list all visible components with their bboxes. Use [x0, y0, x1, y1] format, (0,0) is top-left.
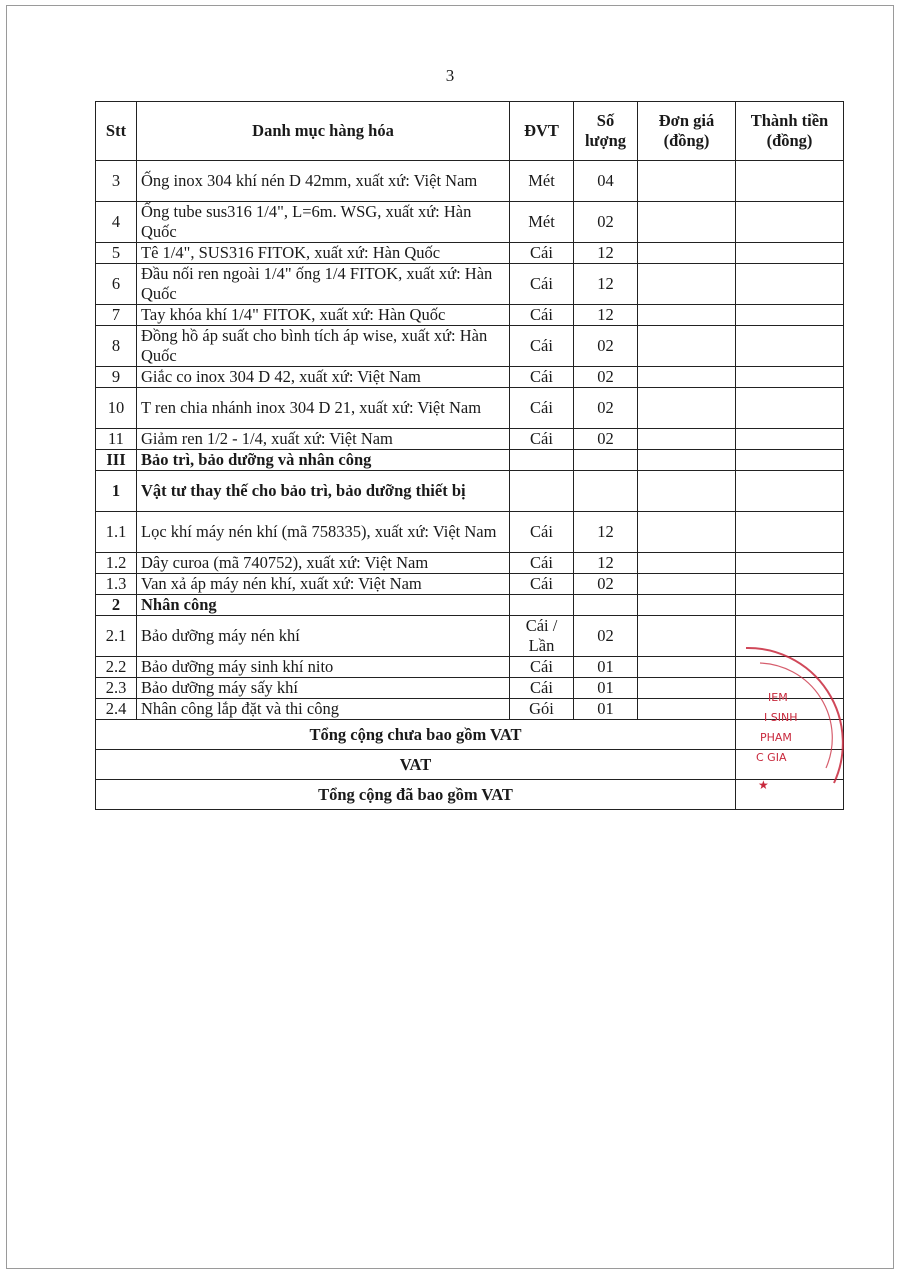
table-row [96, 305, 844, 326]
subtotal-row [96, 720, 844, 750]
cell-unit: Cái [510, 367, 574, 388]
cell-total [736, 388, 844, 429]
cell-qty [574, 450, 638, 471]
cell-name: Ống tube sus316 1/4", L=6m. WSG, xuất xứ: Hàn Quốc [137, 202, 510, 243]
header-total [736, 102, 844, 161]
table-row [96, 243, 844, 264]
cell-price [638, 553, 736, 574]
cell-price [638, 616, 736, 657]
cell-price [638, 657, 736, 678]
cell-stt: 3 [96, 161, 137, 202]
cell-price [638, 450, 736, 471]
svg-text:C GIA: C GIA [756, 751, 787, 764]
vat-label: VAT [96, 750, 736, 780]
cell-total [736, 574, 844, 595]
cell-stt: 2.1 [96, 616, 137, 657]
cell-unit: Cái / Lần [510, 616, 574, 657]
cell-unit [510, 450, 574, 471]
header-total-line2: (đồng) [766, 131, 813, 150]
table-row [96, 699, 844, 720]
table-row [96, 574, 844, 595]
cell-unit: Cái [510, 553, 574, 574]
cell-unit: Cái [510, 305, 574, 326]
cell-stt: 1.2 [96, 553, 137, 574]
subtotal-label: Tổng cộng chưa bao gồm VAT [96, 720, 736, 750]
cell-price [638, 367, 736, 388]
cell-unit: Cái [510, 574, 574, 595]
cell-price [638, 678, 736, 699]
cell-unit [510, 471, 574, 512]
table-row [96, 161, 844, 202]
svg-text:IEM: IEM [768, 691, 788, 704]
cell-qty [574, 471, 638, 512]
cell-unit: Cái [510, 243, 574, 264]
cell-name: Đồng hồ áp suất cho bình tích áp wise, xuất xứ: Hàn Quốc [137, 326, 510, 367]
cell-qty: 12 [574, 512, 638, 553]
cell-stt: 2.4 [96, 699, 137, 720]
cell-total [736, 553, 844, 574]
cell-name: Lọc khí máy nén khí (mã 758335), xuất xứ: Việt Nam [137, 512, 510, 553]
cell-stt: 11 [96, 429, 137, 450]
cell-price [638, 305, 736, 326]
cell-qty: 02 [574, 367, 638, 388]
cell-total [736, 326, 844, 367]
cell-stt: 2.2 [96, 657, 137, 678]
cell-total [736, 367, 844, 388]
cell-stt: 9 [96, 367, 137, 388]
cell-total [736, 161, 844, 202]
cell-qty: 02 [574, 326, 638, 367]
cell-unit: Gói [510, 699, 574, 720]
cell-name: Tê 1/4", SUS316 FITOK, xuất xứ: Hàn Quốc [137, 243, 510, 264]
cell-name: Bảo dưỡng máy sấy khí [137, 678, 510, 699]
cell-qty: 12 [574, 264, 638, 305]
cell-qty: 02 [574, 429, 638, 450]
svg-text:I SINH: I SINH [764, 711, 798, 724]
section-row [96, 450, 844, 471]
cell-name: T ren chia nhánh inox 304 D 21, xuất xứ: Việt Nam [137, 388, 510, 429]
cell-unit: Cái [510, 264, 574, 305]
cell-qty: 12 [574, 553, 638, 574]
page-number: 3 [445, 66, 455, 85]
cell-qty: 01 [574, 699, 638, 720]
cell-unit: Mét [510, 161, 574, 202]
cell-total [736, 595, 844, 616]
red-seal-stamp [738, 643, 858, 793]
svg-text:★: ★ [758, 778, 769, 792]
cell-price [638, 243, 736, 264]
table-row [96, 429, 844, 450]
table-row [96, 326, 844, 367]
cell-name: Vật tư thay thế cho bảo trì, bảo dưỡng thiết bị [137, 471, 510, 512]
cell-stt: 2 [96, 595, 137, 616]
cell-qty: 04 [574, 161, 638, 202]
cell-name: Bảo dưỡng máy sinh khí nito [137, 657, 510, 678]
cell-price [638, 699, 736, 720]
cell-unit: Cái [510, 678, 574, 699]
header-qty-line2: lượng [584, 131, 627, 150]
cell-total [736, 429, 844, 450]
section-row [96, 595, 844, 616]
grand-total-label: Tổng cộng đã bao gồm VAT [96, 780, 736, 810]
cell-price [638, 574, 736, 595]
table-header-row [96, 102, 844, 161]
cell-price [638, 471, 736, 512]
cell-name: Van xả áp máy nén khí, xuất xứ: Việt Nam [137, 574, 510, 595]
header-name: Danh mục hàng hóa [137, 102, 510, 161]
cell-name: Dây curoa (mã 740752), xuất xứ: Việt Nam [137, 553, 510, 574]
table-row [96, 678, 844, 699]
cell-qty [574, 595, 638, 616]
cell-qty: 12 [574, 243, 638, 264]
cell-price [638, 429, 736, 450]
cell-unit: Cái [510, 429, 574, 450]
cell-price [638, 161, 736, 202]
table-row [96, 388, 844, 429]
section-row [96, 471, 844, 512]
header-price-line2: (đồng) [663, 131, 710, 150]
svg-text:PHAM: PHAM [760, 731, 792, 744]
cell-stt: 10 [96, 388, 137, 429]
cell-name: Giắc co inox 304 D 42, xuất xứ: Việt Nam [137, 367, 510, 388]
cell-unit: Cái [510, 657, 574, 678]
table-row [96, 512, 844, 553]
header-total-line1: Thành tiền [750, 111, 829, 130]
cell-stt: 5 [96, 243, 137, 264]
cell-stt: 2.3 [96, 678, 137, 699]
cell-name: Giảm ren 1/2 - 1/4, xuất xứ: Việt Nam [137, 429, 510, 450]
cell-qty: 01 [574, 678, 638, 699]
header-qty [574, 102, 638, 161]
cell-total [736, 450, 844, 471]
cell-stt: 1.3 [96, 574, 137, 595]
cell-stt: 6 [96, 264, 137, 305]
cell-qty: 12 [574, 305, 638, 326]
cell-stt: III [96, 450, 137, 471]
cell-name: Đầu nối ren ngoài 1/4" ống 1/4 FITOK, xuất xứ: Hàn Quốc [137, 264, 510, 305]
cell-qty: 02 [574, 202, 638, 243]
cell-stt: 1.1 [96, 512, 137, 553]
cell-name: Bảo trì, bảo dưỡng và nhân công [137, 450, 510, 471]
cell-price [638, 326, 736, 367]
cell-qty: 02 [574, 388, 638, 429]
cell-price [638, 595, 736, 616]
vat-row [96, 750, 844, 780]
cell-unit [510, 595, 574, 616]
cell-total [736, 243, 844, 264]
cell-name: Nhân công [137, 595, 510, 616]
table-totals [96, 720, 844, 810]
cell-total [736, 471, 844, 512]
table-row [96, 264, 844, 305]
cell-name: Nhân công lắp đặt và thi công [137, 699, 510, 720]
table-row [96, 657, 844, 678]
cell-price [638, 512, 736, 553]
cell-unit: Mét [510, 202, 574, 243]
cell-unit: Cái [510, 512, 574, 553]
cell-qty: 01 [574, 657, 638, 678]
table-row [96, 616, 844, 657]
cell-total [736, 512, 844, 553]
cell-total [736, 305, 844, 326]
grand-total-row [96, 780, 844, 810]
cell-stt: 4 [96, 202, 137, 243]
header-price-line1: Đơn giá [658, 111, 715, 130]
cell-stt: 1 [96, 471, 137, 512]
cell-stt: 8 [96, 326, 137, 367]
header-unit: ĐVT [510, 102, 574, 161]
table-row [96, 367, 844, 388]
goods-table [95, 101, 844, 810]
table-row [96, 202, 844, 243]
table-body [96, 161, 844, 720]
table-row [96, 553, 844, 574]
cell-stt: 7 [96, 305, 137, 326]
cell-qty: 02 [574, 616, 638, 657]
cell-price [638, 264, 736, 305]
cell-qty: 02 [574, 574, 638, 595]
cell-name: Tay khóa khí 1/4" FITOK, xuất xứ: Hàn Quốc [137, 305, 510, 326]
cell-name: Ống inox 304 khí nén D 42mm, xuất xứ: Việt Nam [137, 161, 510, 202]
header-stt: Stt [96, 102, 137, 161]
header-price [638, 102, 736, 161]
cell-name: Bảo dưỡng máy nén khí [137, 616, 510, 657]
cell-price [638, 388, 736, 429]
cell-total [736, 202, 844, 243]
header-qty-line1: Số [596, 111, 615, 130]
cell-unit: Cái [510, 326, 574, 367]
cell-total [736, 264, 844, 305]
cell-unit: Cái [510, 388, 574, 429]
cell-price [638, 202, 736, 243]
